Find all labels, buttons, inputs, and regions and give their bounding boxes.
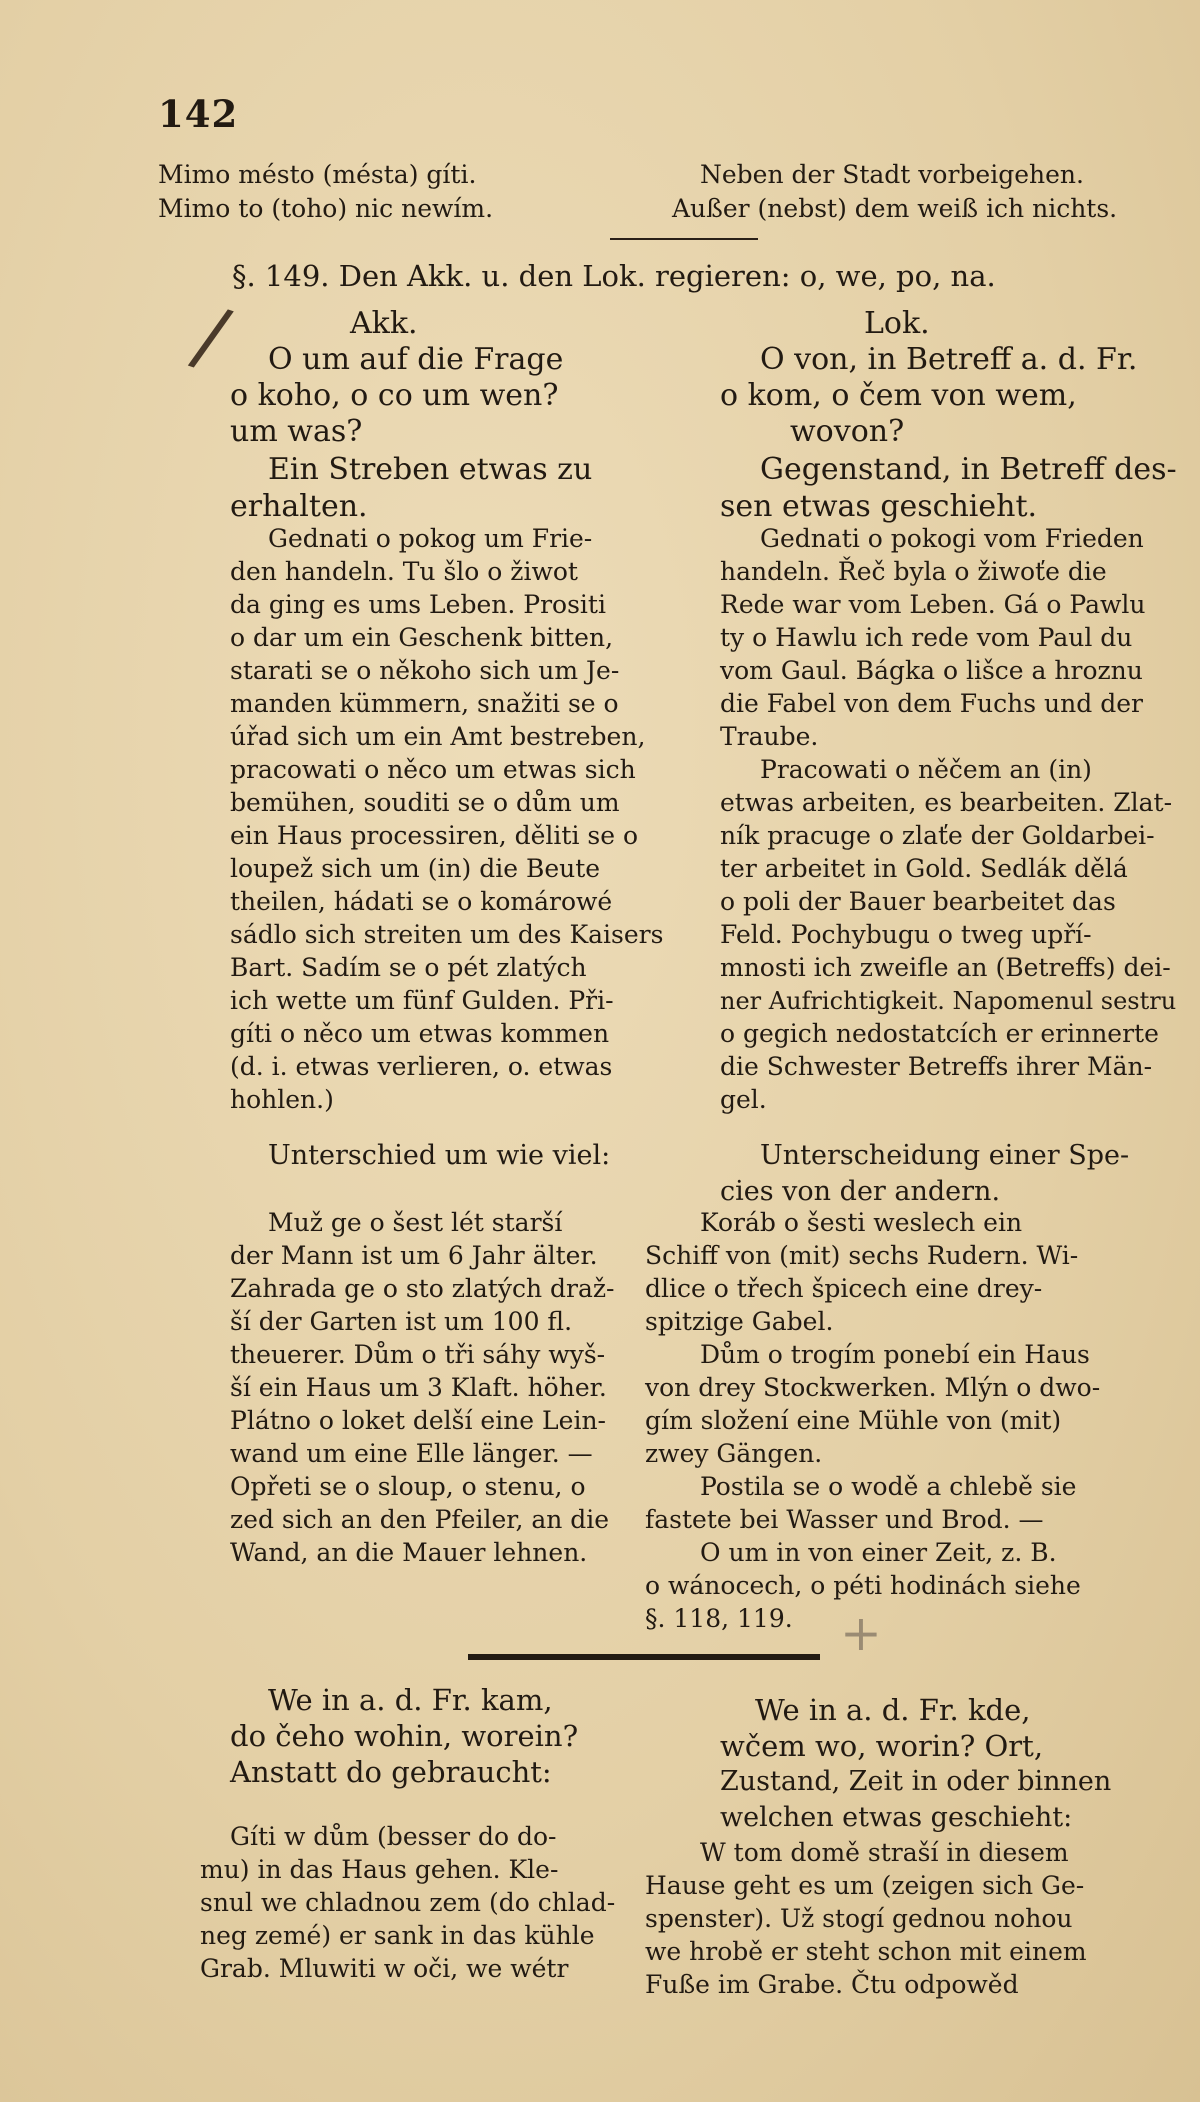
right-sub-line: dlice o třech špicech eine drey- <box>645 1274 1043 1303</box>
right-example-line: handeln. Řeč byla o žiwoťe die <box>720 557 1107 586</box>
right-example-line: Feld. Pochybugu o tweg upří- <box>720 920 1092 949</box>
left-example-line: loupež sich um (in) die Beute <box>230 854 601 883</box>
left-example-line: Bart. Sadím se o pét zlatých <box>230 953 587 982</box>
left-example-line: theilen, hádati se o komárowé <box>230 887 613 916</box>
left-meaning-3: um was? <box>230 414 363 449</box>
left-example-line: hohlen.) <box>230 1085 334 1114</box>
left-example-line: manden kümmern, snažiti se o <box>230 689 619 718</box>
right-meaning-3: wovon? <box>790 414 905 449</box>
intro-right-1: Neben der Stadt vorbeigehen. <box>700 160 1084 189</box>
right-meaning-2: o kom, o čem von wem, <box>720 378 1077 413</box>
right-case-label: Lok. <box>864 306 930 341</box>
right-sub-line: Dům o trogím ponebí ein Haus <box>700 1340 1090 1369</box>
right-example-line: die Schwester Betreffs ihrer Män- <box>720 1052 1153 1081</box>
bottom-right-heading-3: Zustand, Zeit in oder binnen <box>720 1766 1112 1797</box>
bottom-right-heading-2: wčem wo, worin? Ort, <box>720 1729 1044 1763</box>
intro-left-2: Mimo to (toho) nic newím. <box>158 194 494 223</box>
right-sub-line: Schiff von (mit) sechs Rudern. Wi- <box>645 1241 1079 1270</box>
right-meaning-1: O von, in Betreff a. d. Fr. <box>760 342 1138 377</box>
left-sub-line: Wand, an die Mauer lehnen. <box>230 1538 588 1567</box>
left-sub-line: der Mann ist um 6 Jahr älter. <box>230 1241 598 1270</box>
right-meaning-4: Gegenstand, in Betreff des- <box>760 452 1177 487</box>
right-example-line: Gednati o pokogi vom Frieden <box>760 524 1144 553</box>
bottom-right-line: Fuße im Grabe. Čtu odpowěd <box>645 1970 1019 1999</box>
left-sub-line: Plátno o loket delší eine Lein- <box>230 1406 606 1435</box>
bottom-left-line: Gíti w dům (besser do do- <box>230 1822 557 1851</box>
right-example-line: etwas arbeiten, es bearbeiten. Zlat- <box>720 788 1173 817</box>
left-example-line: ich wette um fünf Gulden. Při- <box>230 986 614 1015</box>
left-meaning-5: erhalten. <box>230 489 368 524</box>
section-divider <box>468 1654 820 1660</box>
bottom-right-line: spenster). Už stogí gednou nohou <box>645 1904 1073 1933</box>
left-sub-line: Muž ge o šest lét starší <box>268 1208 563 1237</box>
bottom-left-heading-3: Anstatt do gebraucht: <box>230 1755 552 1789</box>
left-example-line: ein Haus processiren, děliti se o <box>230 821 639 850</box>
right-example-line: ty o Hawlu ich rede vom Paul du <box>720 623 1133 652</box>
left-sub-line: Zahrada ge o sto zlatých draž- <box>230 1274 615 1303</box>
pencil-mark-icon: / <box>184 288 239 385</box>
section-heading: §. 149. Den Akk. u. den Lok. regieren: o, we, po, na. <box>232 259 996 293</box>
right-example-line: ner Aufrichtigkeit. Napomenul sestru <box>720 987 1177 1015</box>
bottom-left-heading-2: do čeho wohin, worein? <box>230 1719 579 1753</box>
bottom-left-line: snul we chladnou zem (do chlad- <box>200 1888 616 1917</box>
left-case-label: Akk. <box>350 306 418 341</box>
right-example-line: mnosti ich zweifle an (Betreffs) dei- <box>720 953 1171 982</box>
bottom-right-heading-1: We in a. d. Fr. kde, <box>755 1693 1031 1727</box>
intro-right-2: Außer (nebst) dem weiß ich nichts. <box>672 194 1118 223</box>
bottom-right-heading-4: welchen etwas geschieht: <box>720 1802 1073 1833</box>
left-meaning-1: O um auf die Frage <box>268 342 564 377</box>
page-number: 142 <box>158 92 239 136</box>
right-sub-line: zwey Gängen. <box>645 1439 823 1468</box>
left-example-line: sádlo sich streiten um des Kaisers <box>230 920 664 949</box>
left-sub-heading: Unterschied um wie viel: <box>268 1140 611 1171</box>
right-sub-line: von drey Stockwerken. Mlýn o dwo- <box>645 1373 1101 1402</box>
bottom-left-heading-1: We in a. d. Fr. kam, <box>268 1683 553 1717</box>
left-example-line: da ging es ums Leben. Prositi <box>230 590 606 619</box>
left-sub-line: theuerer. Dům o tři sáhy wyš- <box>230 1340 606 1369</box>
right-sub-line: o wánocech, o péti hodinách siehe <box>645 1571 1081 1600</box>
right-example-line: ter arbeitet in Gold. Sedlák dělá <box>720 854 1128 883</box>
left-sub-line: ší ein Haus um 3 Klaft. höher. <box>230 1373 607 1402</box>
right-example-line: ník pracuge o zlaťe der Goldarbei- <box>720 821 1155 850</box>
left-example-line: bemühen, souditi se o dům um <box>230 788 620 817</box>
right-sub-line: gím složení eine Mühle von (mit) <box>645 1406 1062 1435</box>
bottom-right-line: Hause geht es um (zeigen sich Ge- <box>645 1871 1085 1900</box>
bottom-left-line: mu) in das Haus gehen. Kle- <box>200 1855 559 1884</box>
right-sub-line: spitzige Gabel. <box>645 1307 834 1336</box>
bottom-right-line: W tom domě straší in diesem <box>700 1838 1069 1867</box>
bottom-right-line: we hrobě er steht schon mit einem <box>645 1937 1087 1966</box>
left-example-line: den handeln. Tu šlo o žiwot <box>230 557 578 586</box>
left-example-line: pracowati o něco um etwas sich <box>230 755 636 784</box>
left-example-line: Gednati o pokog um Frie- <box>268 524 593 553</box>
intro-left-1: Mimo mésto (mésta) gíti. <box>158 160 477 189</box>
right-sub-line: Koráb o šesti weslech ein <box>700 1208 1023 1237</box>
right-sub-line: O um in von einer Zeit, z. B. <box>700 1538 1057 1567</box>
top-rule <box>610 238 758 240</box>
bottom-left-line: neg zemé) er sank in das kühle <box>200 1921 595 1950</box>
right-sub-heading-2: cies von der andern. <box>720 1176 1001 1207</box>
left-example-line: gíti o něco um etwas kommen <box>230 1019 610 1048</box>
left-meaning-4: Ein Streben etwas zu <box>268 452 593 487</box>
right-example-line: die Fabel von dem Fuchs und der <box>720 689 1143 718</box>
right-example-line: Pracowati o něčem an (in) <box>760 755 1092 784</box>
left-sub-line: wand um eine Elle länger. — <box>230 1439 593 1468</box>
right-sub-line: Postila se o wodě a chlebě sie <box>700 1472 1077 1501</box>
left-example-line: úřad sich um ein Amt bestreben, <box>230 722 646 751</box>
right-example-line: Rede war vom Leben. Gá o Pawlu <box>720 590 1146 619</box>
left-sub-line: ší der Garten ist um 100 fl. <box>230 1307 573 1336</box>
pencil-cross-icon: + <box>840 1604 882 1662</box>
right-sub-line: fastete bei Wasser und Brod. — <box>645 1505 1044 1534</box>
left-example-line: starati se o někoho sich um Je- <box>230 656 620 685</box>
right-example-line: Traube. <box>720 722 819 751</box>
left-sub-line: Opřeti se o sloup, o stenu, o <box>230 1472 586 1501</box>
right-sub-heading-1: Unterscheidung einer Spe- <box>760 1140 1130 1171</box>
right-example-line: vom Gaul. Bágka o lišce a hroznu <box>720 656 1143 685</box>
right-example-line: o poli der Bauer bearbeitet das <box>720 887 1116 916</box>
left-example-line: (d. i. etwas verlieren, o. etwas <box>230 1052 613 1081</box>
left-example-line: o dar um ein Geschenk bitten, <box>230 623 614 652</box>
right-example-line: gel. <box>720 1085 767 1114</box>
bottom-left-line: Grab. Mluwiti w oči, we wétr <box>200 1954 569 1983</box>
right-meaning-5: sen etwas geschieht. <box>720 489 1038 524</box>
left-sub-line: zed sich an den Pfeiler, an die <box>230 1505 610 1534</box>
right-sub-line: §. 118, 119. <box>645 1604 793 1633</box>
right-example-line: o gegich nedostatcích er erinnerte <box>720 1019 1159 1048</box>
left-meaning-2: o koho, o co um wen? <box>230 378 559 413</box>
